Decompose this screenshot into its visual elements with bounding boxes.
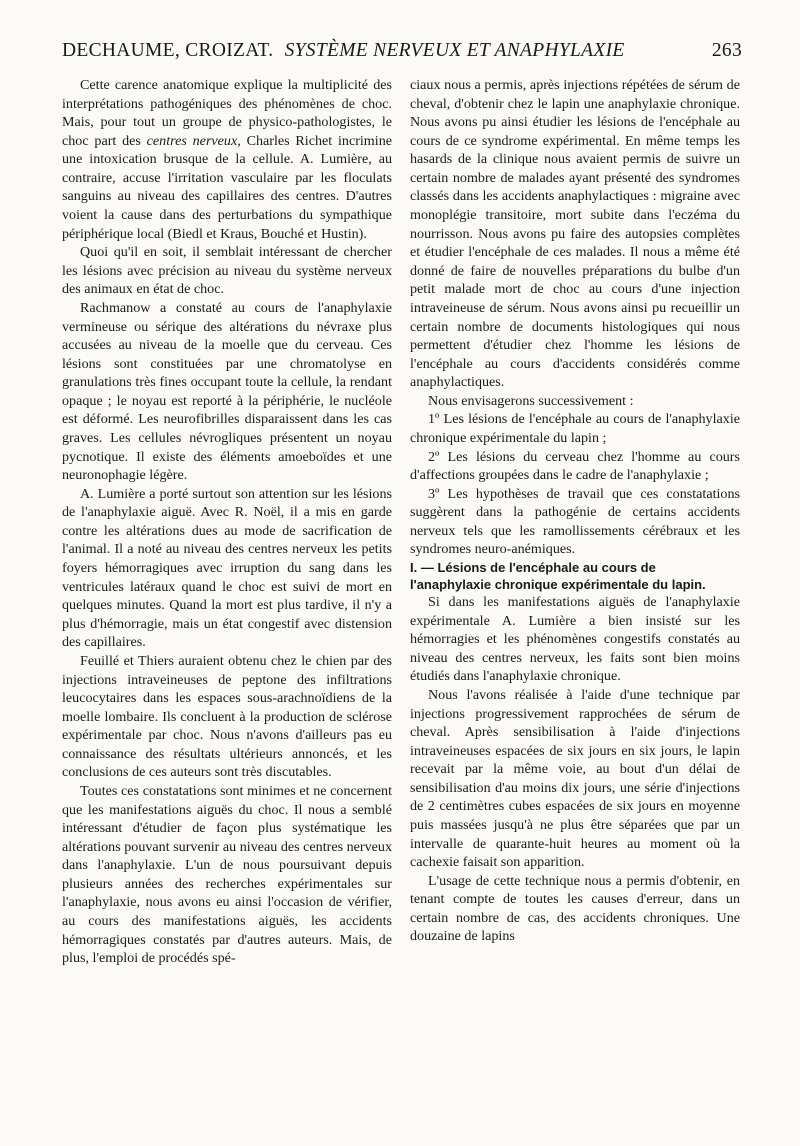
paragraph: L'usage de cette technique nous a permis d'obtenir, en tenant compte de toutes les causes d'erreur, dans un certain nombre de cas, des accidents chroniques. Une douzaine de lapins [410,872,740,945]
italic-term: centres nerveux [146,132,238,149]
paragraph: Rachmanow a constaté au cours de l'anaphylaxie vermineuse ou sérique des altérations du névraxe plus accusées au niveau de la moelle que du cerveau. Ces lésions sont constituées par une chromatolyse en granulations très fines occupant toute la cellule, la rendant opaque ; le noyau est reporté à la périphérie, le nucléole est déformé. Les neurofibrilles disparaissent dans les cas graves. Les cellules névrogliques présentent un noyau pycnotique. Il existe des éléments amoeboïdes et une neuronophagie légère. [62,299,392,484]
paragraph: Feuillé et Thiers auraient obtenu chez le chien par des injections intraveineuses de peptone des infiltrations leucocytaires dans les espaces sous-arachnoïdiens de la moelle lombaire. Ils concluent à la production de sclérose expérimentale par choc. Nous n'avons d'ailleurs pas eu connaissance des résultats ultérieurs annoncés, et les conclusions de ces auteurs sont très discutables. [62,652,392,781]
paragraph: Toutes ces constatations sont minimes et ne concernent que les manifestations aiguës du choc. Il nous a semblé intéressant d'étudier de façon plus systématique les altérations pouvant survenir au niveau des centres nerveux dans l'anaphylaxie. L'un de nous poursuivant depuis plusieurs années des recherches expérimentales sur l'anaphylaxie, nous avons eu ainsi l'occasion de vérifier, au cours des manifestations aiguës, les accidents hémorragiques constatés par d'autres auteurs. Mais, de plus, l'emploi de procédés spé- [62,782,392,967]
running-header [62,40,742,70]
left-column [62,76,392,968]
right-column [410,76,740,946]
paragraph: ciaux nous a permis, après injections répétées de sérum de cheval, d'obtenir chez le lapin une anaphylaxie chronique. Nous avons pu ainsi étudier les lésions de l'encéphale au cours de ce syndrome expérimental. En même temps les hasards de la clinique nous avaient permis de suivre un certain nombre de malades ayant présenté des syndromes classés dans les accidents anaphylactiques : migraine avec monoplégie transitoire, mort subite dans l'eczéma du nourrisson. Nous avons pu faire des autopsies complètes et étudier l'encéphale de ces malades. Il nous a même été donné de faire de nouvelles préparations du bulbe d'un petit malade mort de choc au cours d'une injection intraveineuse de sérum. Nous avons ainsi pu recueillir un certain nombre de documents histologiques qui nous permettent d'étudier chez l'homme les lésions de l'encéphale au cours d'accidents considérés comme anaphylactiques. [410,77,740,391]
paragraph-text: Cette carence anatomique explique la multiplicité des interprétations pathogéniques des phénomènes de choc. Mais, pour tout un groupe de physico-pathologistes, le choc part des [62,77,392,149]
header-authors: DECHAUME, CROIZAT. [62,40,274,61]
paragraph: Si dans les manifestations aiguës de l'anaphylaxie expérimentale A. Lumière a bien insisté sur les hémorragies et les phénomènes congestifs constatés au niveau des centres nerveux, les faits sont bien moins étudiés dans l'anaphylaxie chronique. [410,594,740,685]
paragraph: Quoi qu'il en soit, il semblait intéressant de chercher les lésions avec précision au niveau du système nerveux des animaux en état de choc. [62,244,392,298]
page-number: 263 [711,40,742,61]
list-item: 3º Les hypothèses de travail que ces constatations suggèrent dans la pathogénie de certains accidents nerveux tels que les ramollissements cérébraux et les syndromes neuro-anémiques. [410,485,740,558]
header-title: SYSTÈME NERVEUX ET ANAPHYLAXIE [284,40,625,61]
list-item: 2º Les lésions du cerveau chez l'homme au cours d'affections groupées dans le cadre de l'anaphylaxie ; [410,448,740,484]
paragraph: A. Lumière a porté surtout son attention sur les lésions de l'anaphylaxie aiguë. Avec R. Noël, il a mis en garde contre les altérations dues au mode de sacrification de l'animal. Il a noté au niveau des centres nerveux les petits foyers hémorragiques avec irruption du sang dans les ventricules latéraux quand le choc est suivi de mort en quelques minutes. Quand la mort est plus tardive, il n'y a plus d'hémorragie, mais un état congestif avec distension des capillaires. [62,485,392,651]
paragraph [62,76,392,243]
paragraph: Nous l'avons réalisée à l'aide d'une technique par injections progressivement rapprochées de sérum de cheval. Après sensibilisation à l'aide d'injections intraveineuses espacées de six jours en six jours, le lapin recevait par la même voie, au bout d'un délai de sensibilisation d'au moins dix jours, une série d'injections de 2 centimètres cubes espacées de six jours en moyenne puis massées jusqu'à ne plus être séparées que par un intervalle de quarante-huit heures au moment où la cachexie faisait son apparition. [410,686,740,871]
paragraph: Nous envisagerons successivement : [428,392,634,409]
section-heading: I. — Lésions de l'encéphale au cours de l'anaphylaxie chronique expérimentale du lapin. [410,560,706,593]
paragraph-text: , Charles Richet incrimine une intoxication brusque de la cellule. A. Lumière, au contraire, accuse l'irritation vasculaire par les floculats sanguins au niveau des capillaires des centres. D'autres voient la cause dans des perturbations du sympathique périphérique local (Biedl et Kraus, Bouché et Hustin). [62,132,392,242]
list-item: 1º Les lésions de l'encéphale au cours de l'anaphylaxie chronique expérimentale du lapin ; [410,411,740,446]
